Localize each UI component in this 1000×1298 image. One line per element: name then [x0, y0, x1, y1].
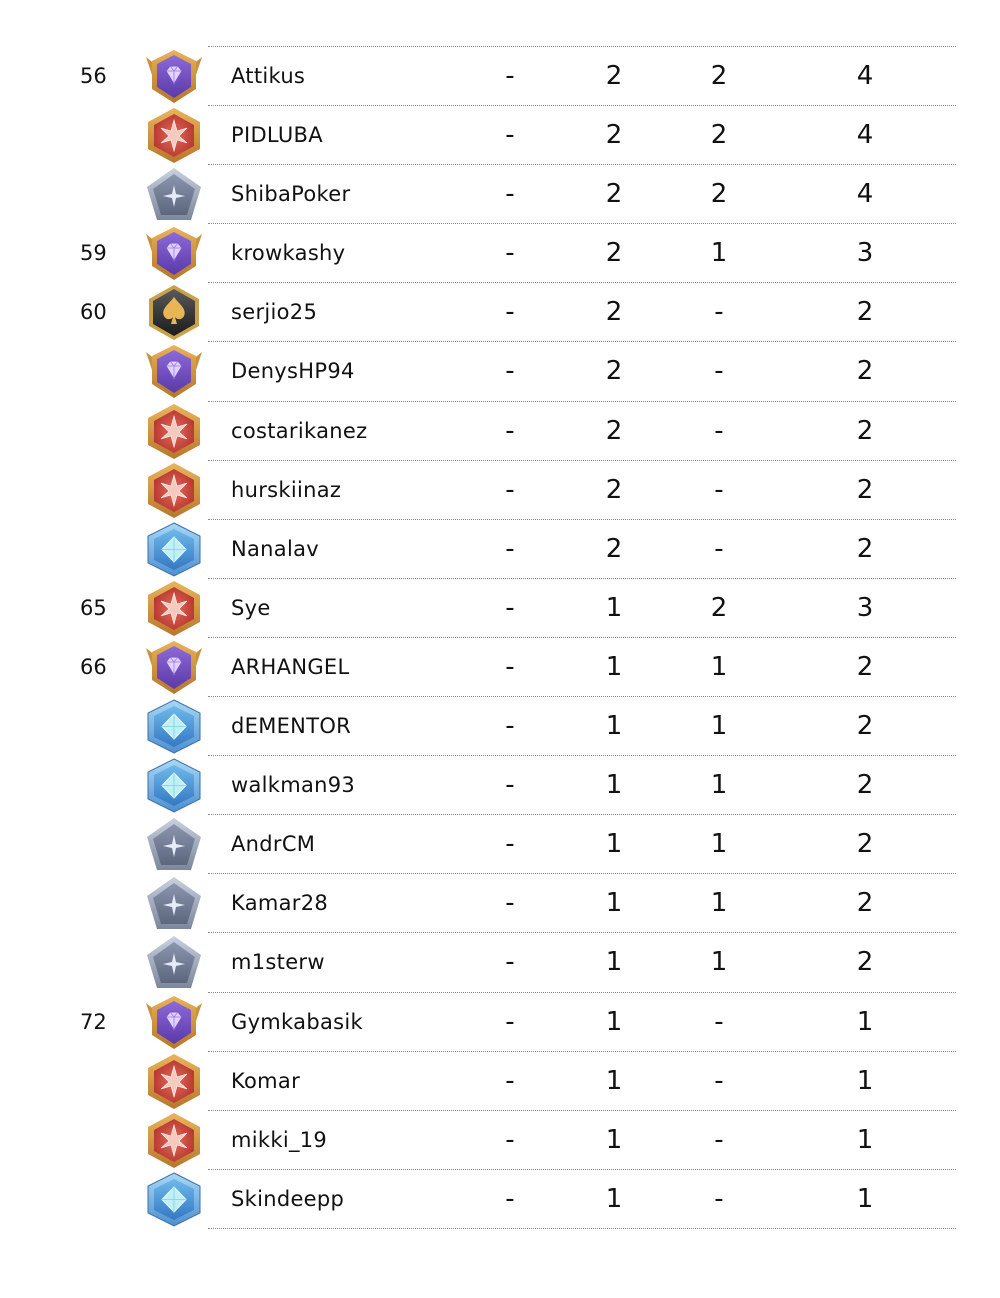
score-c2: 2	[605, 474, 623, 505]
score-c4: 2	[856, 415, 874, 446]
score-c2: 1	[605, 947, 623, 978]
score-c3: 1	[710, 238, 728, 269]
score-c3: -	[714, 474, 724, 505]
score-c2: 1	[605, 770, 623, 801]
score-c1: -	[505, 238, 515, 269]
score-c2: 2	[605, 297, 623, 328]
score-c1: -	[505, 651, 515, 682]
blue-hexagon-badge-icon	[142, 520, 206, 579]
silver-pentagon-badge-icon	[142, 874, 206, 933]
player-name: ARHANGEL	[231, 654, 350, 679]
player-name: hurskiinaz	[231, 477, 342, 502]
silver-pentagon-badge-icon	[142, 165, 206, 224]
score-c2: 1	[605, 1124, 623, 1155]
table-row	[0, 697, 1000, 756]
player-name: Skindeepp	[231, 1186, 345, 1211]
score-c2: 1	[605, 651, 623, 682]
red-star-badge-icon	[142, 579, 206, 638]
player-name: krowkashy	[231, 241, 346, 266]
table-row	[0, 874, 1000, 933]
score-c4: 4	[856, 179, 874, 210]
score-c1: -	[505, 592, 515, 623]
silver-pentagon-badge-icon	[142, 815, 206, 874]
rank-number: 65	[80, 595, 107, 620]
score-c3: -	[714, 1183, 724, 1214]
score-c3: -	[714, 1124, 724, 1155]
score-c2: 1	[605, 829, 623, 860]
score-c4: 1	[856, 1065, 874, 1096]
score-c2: 1	[605, 888, 623, 919]
table-row	[0, 933, 1000, 992]
table-row	[0, 1170, 1000, 1229]
player-name: m1sterw	[231, 950, 325, 975]
table-row	[0, 461, 1000, 520]
score-c4: 3	[856, 238, 874, 269]
rank-number: 72	[80, 1009, 107, 1034]
score-c4: 2	[856, 888, 874, 919]
leaderboard-table	[0, 47, 1000, 1229]
score-c1: -	[505, 61, 515, 91]
blue-hexagon-badge-icon	[142, 756, 206, 815]
score-c3: -	[714, 533, 724, 564]
score-c3: 2	[710, 61, 728, 91]
row-divider	[208, 1228, 956, 1229]
score-c1: -	[505, 474, 515, 505]
score-c4: 2	[856, 770, 874, 801]
score-c2: 1	[605, 711, 623, 742]
rank-number: 60	[80, 300, 107, 325]
table-row	[0, 1052, 1000, 1111]
red-star-badge-icon	[142, 106, 206, 165]
rank-number: 66	[80, 654, 107, 679]
player-name: costarikanez	[231, 418, 368, 443]
table-row	[0, 165, 1000, 224]
table-row	[0, 520, 1000, 579]
spade-badge-icon	[142, 283, 206, 342]
score-c3: -	[714, 356, 724, 387]
score-c3: -	[714, 415, 724, 446]
score-c1: -	[505, 1183, 515, 1214]
score-c3: 1	[710, 651, 728, 682]
score-c4: 1	[856, 1183, 874, 1214]
score-c1: -	[505, 415, 515, 446]
diamond-badge-icon	[142, 47, 206, 106]
player-name: AndrCM	[231, 832, 316, 857]
player-name: Nanalav	[231, 536, 319, 561]
blue-hexagon-badge-icon	[142, 1170, 206, 1229]
score-c4: 2	[856, 711, 874, 742]
table-row	[0, 993, 1000, 1052]
score-c4: 3	[856, 592, 874, 623]
player-name: serjio25	[231, 300, 318, 325]
player-name: ShibaPoker	[231, 182, 351, 207]
score-c4: 2	[856, 356, 874, 387]
red-star-badge-icon	[142, 461, 206, 520]
score-c2: 2	[605, 356, 623, 387]
table-row	[0, 579, 1000, 638]
score-c3: 1	[710, 947, 728, 978]
red-star-badge-icon	[142, 402, 206, 461]
player-name: dEMENTOR	[231, 714, 352, 739]
score-c3: -	[714, 297, 724, 328]
score-c3: 2	[710, 120, 728, 151]
diamond-badge-icon	[142, 993, 206, 1052]
score-c3: 1	[710, 711, 728, 742]
score-c1: -	[505, 888, 515, 919]
score-c1: -	[505, 297, 515, 328]
table-row	[0, 47, 1000, 106]
table-row	[0, 756, 1000, 815]
score-c1: -	[505, 120, 515, 151]
table-row	[0, 638, 1000, 697]
blue-hexagon-badge-icon	[142, 697, 206, 756]
score-c2: 1	[605, 1065, 623, 1096]
table-row	[0, 815, 1000, 874]
score-c4: 1	[856, 1124, 874, 1155]
table-row	[0, 342, 1000, 401]
score-c3: -	[714, 1065, 724, 1096]
diamond-badge-icon	[142, 224, 206, 283]
score-c4: 2	[856, 829, 874, 860]
score-c2: 2	[605, 238, 623, 269]
table-row	[0, 283, 1000, 342]
diamond-badge-icon	[142, 638, 206, 697]
score-c2: 2	[605, 120, 623, 151]
score-c3: 1	[710, 888, 728, 919]
player-name: Komar	[231, 1068, 301, 1093]
score-c1: -	[505, 179, 515, 210]
table-row	[0, 224, 1000, 283]
score-c1: -	[505, 711, 515, 742]
score-c3: 2	[710, 179, 728, 210]
score-c3: -	[714, 1006, 724, 1037]
player-name: Sye	[231, 595, 271, 620]
score-c1: -	[505, 1006, 515, 1037]
score-c3: 1	[710, 770, 728, 801]
score-c4: 2	[856, 947, 874, 978]
score-c1: -	[505, 1065, 515, 1096]
player-name: Attikus	[231, 64, 306, 88]
score-c1: -	[505, 947, 515, 978]
player-name: DenysHP94	[231, 359, 355, 384]
table-row	[0, 402, 1000, 461]
score-c2: 1	[605, 1006, 623, 1037]
score-c4: 4	[856, 120, 874, 151]
player-name: mikki_19	[231, 1127, 328, 1152]
score-c1: -	[505, 533, 515, 564]
score-c4: 1	[856, 1006, 874, 1037]
rank-number: 56	[80, 64, 107, 88]
score-c4: 2	[856, 533, 874, 564]
table-row	[0, 106, 1000, 165]
player-name: Gymkabasik	[231, 1009, 363, 1034]
silver-pentagon-badge-icon	[142, 933, 206, 992]
score-c1: -	[505, 770, 515, 801]
player-name: walkman93	[231, 773, 356, 798]
score-c2: 2	[605, 533, 623, 564]
player-name: PIDLUBA	[231, 123, 323, 148]
score-c4: 4	[856, 61, 874, 91]
score-c2: 2	[605, 179, 623, 210]
score-c2: 1	[605, 1183, 623, 1214]
score-c3: 2	[710, 592, 728, 623]
score-c3: 1	[710, 829, 728, 860]
score-c2: 1	[605, 592, 623, 623]
score-c1: -	[505, 356, 515, 387]
score-c4: 2	[856, 297, 874, 328]
score-c2: 2	[605, 415, 623, 446]
score-c1: -	[505, 1124, 515, 1155]
rank-number: 59	[80, 241, 107, 266]
score-c2: 2	[605, 61, 623, 91]
score-c4: 2	[856, 651, 874, 682]
player-name: Kamar28	[231, 891, 329, 916]
score-c1: -	[505, 829, 515, 860]
red-star-badge-icon	[142, 1052, 206, 1111]
score-c4: 2	[856, 474, 874, 505]
table-row	[0, 1111, 1000, 1170]
diamond-badge-icon	[142, 342, 206, 401]
red-star-badge-icon	[142, 1111, 206, 1170]
